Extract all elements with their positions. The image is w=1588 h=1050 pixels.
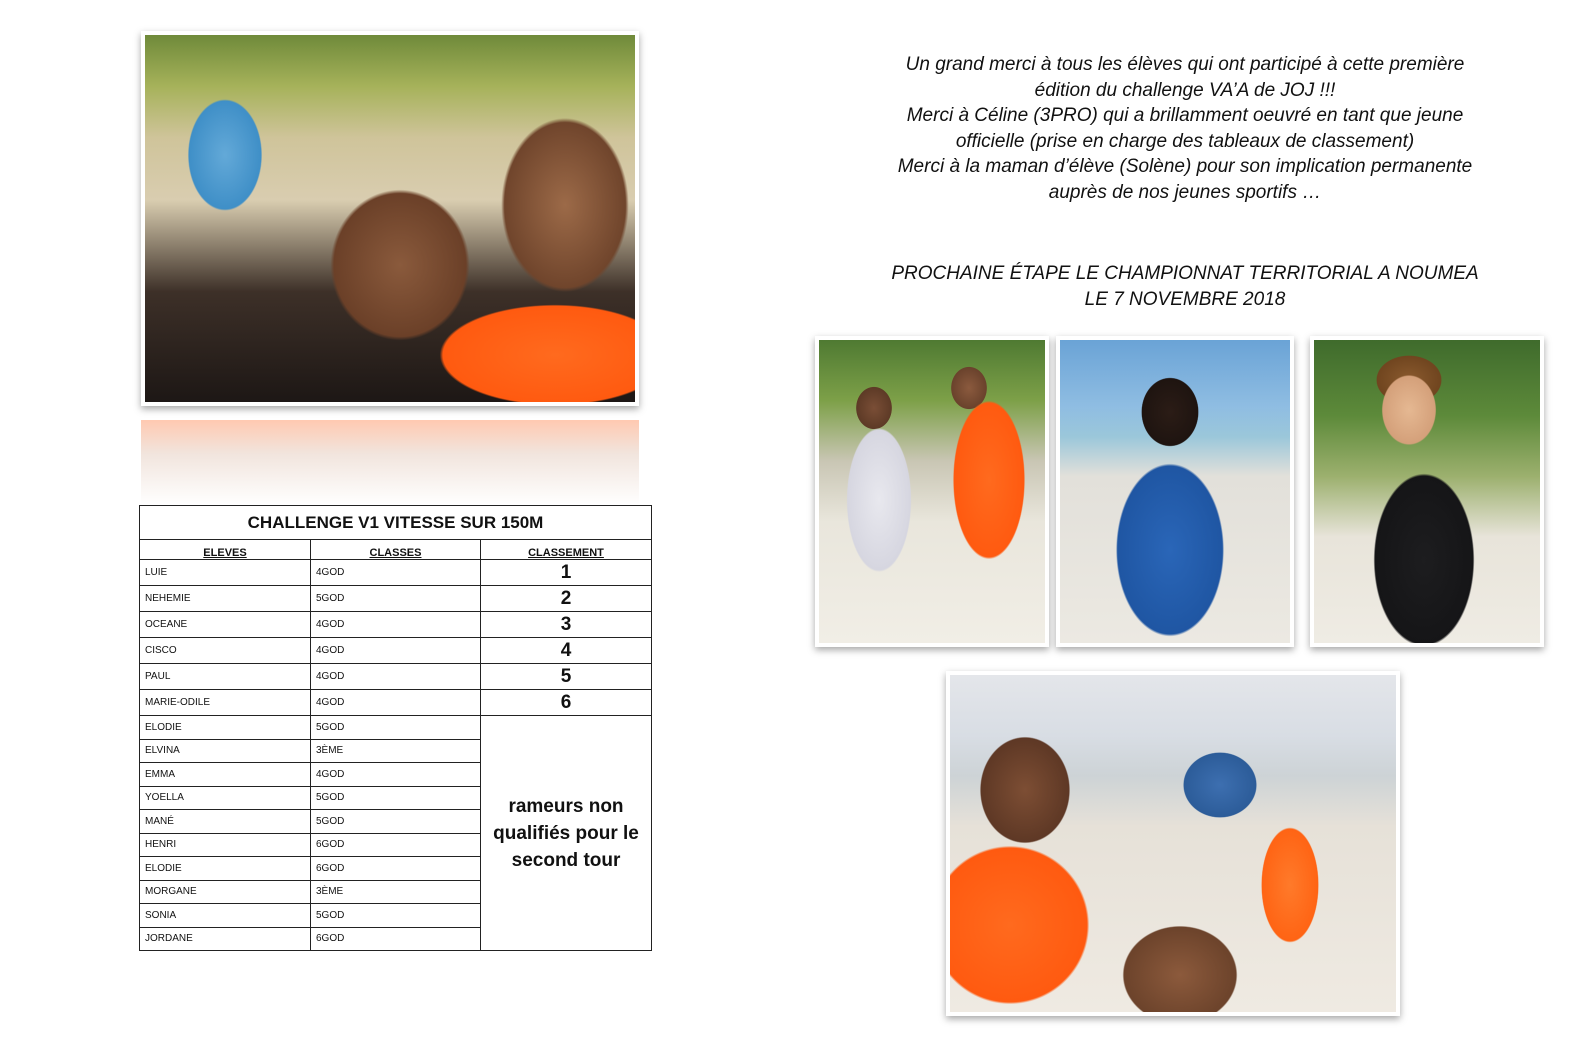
two-girls-paddle-photo [815,336,1049,647]
student-class: 5GOD [311,810,481,834]
student-name: JORDANE [140,927,311,951]
student-class: 5GOD [311,786,481,810]
thanks-text [860,52,1510,205]
student-name: SONIA [140,904,311,928]
table-row [140,690,652,716]
header-eleves: ELEVES [140,540,311,560]
thanks-line: Merci à Céline (3PRO) qui a brillamment oeuvré en tant que jeune [906,105,1464,126]
student-class: 4GOD [311,560,481,586]
student-class: 6GOD [311,833,481,857]
thanks-line: Un grand merci à tous les élèves qui ont participé à cette première [905,54,1465,75]
table-title: CHALLENGE V1 VITESSE SUR 150M [140,506,652,540]
student-class: 4GOD [311,763,481,787]
next-stage-line: PROCHAINE ÉTAPE LE CHAMPIONNAT TERRITORIAL A NOUMEA [891,263,1479,284]
student-name: LUIE [140,560,311,586]
student-class: 5GOD [311,904,481,928]
student-name: NEHEMIE [140,586,311,612]
student-name: HENRI [140,833,311,857]
non-qualified-note: rameurs non qualifiés pour le second tour [481,716,652,951]
table-row [140,586,652,612]
next-stage-text [860,261,1510,313]
student-name: YOELLA [140,786,311,810]
thanks-line: officielle (prise en charge des tableaux de classement) [955,130,1415,152]
table-row [140,716,652,740]
student-rank: 1 [481,560,652,586]
student-name: EMMA [140,763,311,787]
student-class: 5GOD [311,716,481,740]
student-class: 6GOD [311,927,481,951]
student-name: ELODIE [140,716,311,740]
student-class: 4GOD [311,638,481,664]
group-selfie-photo [141,31,639,406]
header-classes: CLASSES [311,540,481,560]
student-rank: 2 [481,586,652,612]
medal-group-photo [946,671,1400,1016]
thanks-line: Merci à la maman d’élève (Solène) pour son implication permanente [897,156,1473,177]
student-name: ELODIE [140,857,311,881]
student-class: 3ÈME [311,739,481,763]
student-name: MORGANE [140,880,311,904]
table-row [140,664,652,690]
student-class: 5GOD [311,586,481,612]
ranking-table [139,505,652,951]
boy-medal-photo [1056,336,1294,647]
table-row [140,638,652,664]
student-rank: 6 [481,690,652,716]
student-name: PAUL [140,664,311,690]
table-row [140,560,652,586]
student-name: MANÉ [140,810,311,834]
student-class: 6GOD [311,857,481,881]
next-stage-line: LE 7 NOVEMBRE 2018 [1084,289,1286,310]
header-classement: CLASSEMENT [481,540,652,560]
student-name: CISCO [140,638,311,664]
boy-shaka-photo [1310,336,1544,647]
thanks-line: auprès de nos jeunes sportifs … [1048,181,1322,203]
student-rank: 5 [481,664,652,690]
thanks-line: édition du challenge VA’A de JOJ !!! [1034,79,1336,101]
student-name: OCEANE [140,612,311,638]
student-class: 4GOD [311,690,481,716]
student-name: ELVINA [140,739,311,763]
student-rank: 3 [481,612,652,638]
student-rank: 4 [481,638,652,664]
photo-reflection [141,420,639,505]
student-class: 4GOD [311,664,481,690]
student-class: 4GOD [311,612,481,638]
student-name: MARIE-ODILE [140,690,311,716]
student-class: 3ÈME [311,880,481,904]
table-row [140,612,652,638]
